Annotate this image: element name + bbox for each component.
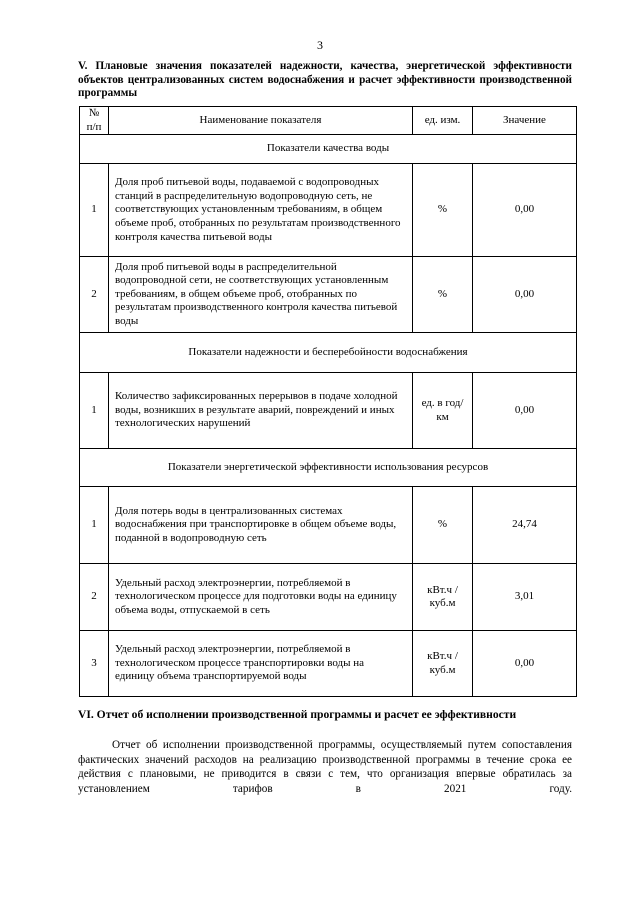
row-name: Доля потерь воды в централизованных системах водоснабжения при транспортировке в общем объеме воды, поданной в водопроводную сеть (109, 487, 413, 564)
row-unit: % (413, 487, 473, 564)
row-name: Удельный расход электроэнергии, потребляемой в технологическом процессе для подготовки воды на единицу объема воды, отпускаемой в сеть (109, 564, 413, 631)
table-header-row (80, 107, 577, 135)
row-num: 2 (80, 564, 109, 631)
row-num: 1 (80, 164, 109, 257)
header-name: Наименование показателя (109, 107, 413, 135)
row-unit: % (413, 164, 473, 257)
row-unit: ед. в год/ км (413, 373, 473, 449)
table-row (80, 164, 577, 257)
table-row (80, 564, 577, 631)
header-value: Значение (473, 107, 577, 135)
page-number: 3 (317, 38, 323, 52)
row-value: 0,00 (473, 257, 577, 333)
group-title: Показатели качества воды (80, 135, 577, 164)
header-unit: ед. изм. (413, 107, 473, 135)
group-row-energy (80, 449, 577, 487)
row-value: 0,00 (473, 631, 577, 697)
group-row-quality (80, 135, 577, 164)
section-5-title: V. Плановые значения показателей надежности, качества, энергетической эффективности объектов централизованных систем водоснабжения и расчет эффективности производственной программы (78, 60, 572, 99)
row-num: 2 (80, 257, 109, 333)
table-row (80, 487, 577, 564)
table-row (80, 257, 577, 333)
row-num: 1 (80, 373, 109, 449)
row-unit: % (413, 257, 473, 333)
row-num: 1 (80, 487, 109, 564)
table-row (80, 631, 577, 697)
section-6-title: VI. Отчет об исполнении производственной программы и расчет ее эффективности (78, 708, 517, 721)
row-unit: кВт.ч / куб.м (413, 631, 473, 697)
row-unit: кВт.ч / куб.м (413, 564, 473, 631)
row-num: 3 (80, 631, 109, 697)
group-row-reliability (80, 333, 577, 373)
row-value: 0,00 (473, 164, 577, 257)
table-row (80, 373, 577, 449)
group-title: Показатели надежности и бесперебойности водоснабжения (80, 333, 577, 373)
row-value: 24,74 (473, 487, 577, 564)
row-value: 3,01 (473, 564, 577, 631)
row-name: Количество зафиксированных перерывов в подаче холодной воды, возникших в результате аварий, повреждений и иных технологических нарушений (109, 373, 413, 449)
indicators-table (79, 106, 577, 697)
header-num: № п/п (80, 107, 109, 135)
row-name: Доля проб питьевой воды в распределительной водопроводной сети, не соответствующих установленным требованиям, в общем объеме проб, отобранных по результатам производственного контроля качества питьевой воды (109, 257, 413, 333)
row-value: 0,00 (473, 373, 577, 449)
group-title: Показатели энергетической эффективности использования ресурсов (80, 449, 577, 487)
row-name: Удельный расход электроэнергии, потребляемой в технологическом процессе транспортировки воды на единицу объема транспортируемой воды (109, 631, 413, 697)
row-name: Доля проб питьевой воды, подаваемой с водопроводных станций в распределительную водопроводную сеть, не соответствующих установленным требованиям, в общем объеме проб, отобранных по результатам производственного контроля качества питьевой воды (109, 164, 413, 257)
report-paragraph: Отчет об исполнении производственной программы, осуществляемый путем сопоставления фактических значений расходов на реализацию производственной программы в течение срока ее действия с плановыми, не приводится в связи с тем, что организация впервые обратилась за установлением тарифов в 2021 году. (78, 739, 572, 795)
